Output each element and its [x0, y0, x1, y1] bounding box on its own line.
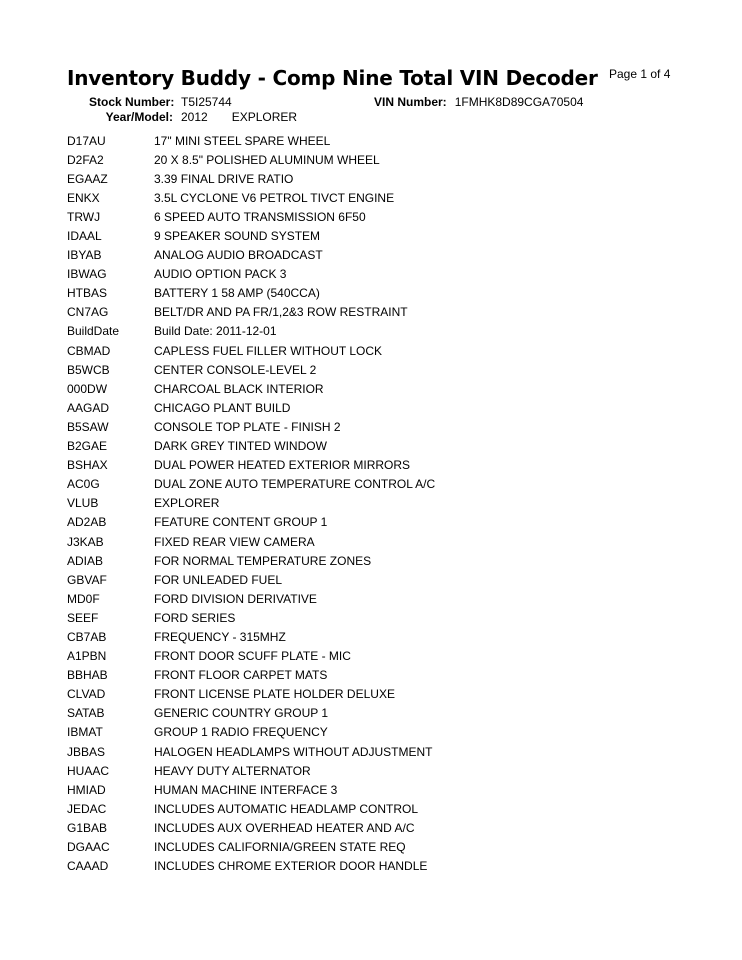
option-code: BBHAB [67, 668, 108, 683]
option-code: VLUB [67, 496, 99, 511]
option-code: 000DW [67, 381, 108, 396]
option-row [67, 169, 687, 188]
option-description: DUAL ZONE AUTO TEMPERATURE CONTROL A/C [154, 477, 436, 492]
stock-number-field [89, 95, 232, 109]
option-description: BELT/DR AND PA FR/1,2&3 ROW RESTRAINT [154, 305, 408, 320]
model-value: EXPLORER [231, 110, 298, 124]
option-description: INCLUDES CHROME EXTERIOR DOOR HANDLE [154, 859, 428, 874]
option-description: CONSOLE TOP PLATE - FINISH 2 [154, 419, 341, 434]
option-description: INCLUDES AUX OVERHEAD HEATER AND A/C [154, 820, 415, 835]
option-row [67, 627, 687, 646]
option-row [67, 532, 687, 551]
option-code: SEEF [67, 610, 99, 625]
option-code: D17AU [67, 133, 106, 148]
option-code: ADIAB [67, 553, 104, 568]
option-code: B2GAE [67, 439, 108, 454]
option-code: HTBAS [67, 286, 108, 301]
option-row [67, 131, 687, 150]
option-description: GENERIC COUNTRY GROUP 1 [154, 706, 329, 721]
option-row [67, 188, 687, 207]
option-description: HEAVY DUTY ALTERNATOR [154, 763, 311, 778]
option-code: ENKX [67, 190, 100, 205]
option-code: DGAAC [67, 840, 110, 855]
option-row [67, 818, 687, 837]
option-description: FEATURE CONTENT GROUP 1 [154, 515, 328, 530]
option-row [67, 780, 687, 799]
page-number: Page 1 of 4 [609, 67, 671, 81]
year-model-label: Year/Model: [105, 110, 173, 124]
option-description: Build Date: 2011-12-01 [154, 324, 277, 339]
option-code: GBVAF [67, 572, 107, 587]
option-description: HUMAN MACHINE INTERFACE 3 [154, 782, 338, 797]
option-code: IBYAB [67, 248, 102, 263]
option-description: ANALOG AUDIO BROADCAST [154, 248, 323, 263]
option-description: AUDIO OPTION PACK 3 [154, 267, 287, 282]
option-row [67, 360, 687, 379]
option-row [67, 437, 687, 456]
option-row [67, 704, 687, 723]
option-row [67, 207, 687, 226]
option-code: JBBAS [67, 744, 106, 759]
option-row [67, 341, 687, 360]
option-description: HALOGEN HEADLAMPS WITHOUT ADJUSTMENT [154, 744, 433, 759]
option-row [67, 284, 687, 303]
option-row [67, 551, 687, 570]
option-code: EGAAZ [67, 171, 108, 186]
option-description: FRONT DOOR SCUFF PLATE - MIC [154, 649, 351, 664]
option-row [67, 666, 687, 685]
option-row [67, 837, 687, 856]
option-code: B5SAW [67, 419, 109, 434]
option-row [67, 398, 687, 417]
option-row [67, 417, 687, 436]
option-row [67, 570, 687, 589]
option-description: EXPLORER [154, 496, 220, 511]
option-row [67, 379, 687, 398]
option-description: CENTER CONSOLE-LEVEL 2 [154, 362, 317, 377]
option-code: IBWAG [67, 267, 107, 282]
option-row [67, 303, 687, 322]
option-row [67, 742, 687, 761]
option-row [67, 456, 687, 475]
stock-number-label: Stock Number: [89, 95, 175, 109]
option-row [67, 513, 687, 532]
option-code-list [67, 131, 687, 876]
option-code: CB7AB [67, 629, 107, 644]
option-code: JEDAC [67, 801, 107, 816]
option-code: IBMAT [67, 725, 103, 740]
option-code: CLVAD [67, 687, 106, 702]
option-code: B5WCB [67, 362, 110, 377]
option-row [67, 475, 687, 494]
option-code: D2FA2 [67, 152, 104, 167]
option-description: CAPLESS FUEL FILLER WITHOUT LOCK [154, 343, 383, 358]
option-code: CBMAD [67, 343, 111, 358]
option-code: CN7AG [67, 305, 109, 320]
year-model-field [89, 110, 297, 124]
option-description: 20 X 8.5" POLISHED ALUMINUM WHEEL [154, 152, 380, 167]
option-row [67, 608, 687, 627]
option-code: AC0G [67, 477, 100, 492]
option-description: 9 SPEAKER SOUND SYSTEM [154, 229, 321, 244]
option-description: 17" MINI STEEL SPARE WHEEL [154, 133, 331, 148]
option-code: AD2AB [67, 515, 107, 530]
option-row [67, 246, 687, 265]
option-code: J3KAB [67, 534, 104, 549]
stock-number-value: T5I25744 [181, 95, 232, 109]
option-description: INCLUDES AUTOMATIC HEADLAMP CONTROL [154, 801, 419, 816]
option-row [67, 685, 687, 704]
option-row [67, 647, 687, 666]
option-description: GROUP 1 RADIO FREQUENCY [154, 725, 328, 740]
option-description: BATTERY 1 58 AMP (540CCA) [154, 286, 320, 301]
option-description: FIXED REAR VIEW CAMERA [154, 534, 315, 549]
option-code: HUAAC [67, 763, 110, 778]
option-row [67, 322, 687, 341]
option-row [67, 226, 687, 245]
option-description: 6 SPEED AUTO TRANSMISSION 6F50 [154, 209, 366, 224]
option-code: CAAAD [67, 859, 109, 874]
option-code: BSHAX [67, 458, 108, 473]
option-code: AAGAD [67, 400, 110, 415]
option-row [67, 761, 687, 780]
option-code: G1BAB [67, 820, 108, 835]
option-description: FRONT LICENSE PLATE HOLDER DELUXE [154, 687, 395, 702]
option-row [67, 723, 687, 742]
option-row [67, 265, 687, 284]
option-description: FOR NORMAL TEMPERATURE ZONES [154, 553, 372, 568]
option-description: FORD DIVISION DERIVATIVE [154, 591, 317, 606]
option-description: CHICAGO PLANT BUILD [154, 400, 291, 415]
option-row [67, 857, 687, 876]
option-code: BuildDate [67, 324, 120, 339]
option-description: CHARCOAL BLACK INTERIOR [154, 381, 324, 396]
option-row [67, 799, 687, 818]
option-row [67, 150, 687, 169]
option-row [67, 494, 687, 513]
option-description: 3.5L CYCLONE V6 PETROL TIVCT ENGINE [154, 190, 395, 205]
option-description: FRONT FLOOR CARPET MATS [154, 668, 328, 683]
vin-number-field [374, 95, 583, 109]
option-row [67, 589, 687, 608]
option-description: FREQUENCY - 315MHZ [154, 629, 286, 644]
option-code: MD0F [67, 591, 100, 606]
vin-number-label: VIN Number: [374, 95, 447, 109]
year-value: 2012 [181, 110, 208, 124]
option-description: 3.39 FINAL DRIVE RATIO [154, 171, 294, 186]
option-description: FOR UNLEADED FUEL [154, 572, 283, 587]
option-code: IDAAL [67, 229, 102, 244]
option-description: DARK GREY TINTED WINDOW [154, 439, 327, 454]
option-code: A1PBN [67, 649, 107, 664]
document-title: Inventory Buddy - Comp Nine Total VIN Decoder [67, 66, 598, 90]
option-description: INCLUDES CALIFORNIA/GREEN STATE REQ [154, 840, 406, 855]
option-code: SATAB [67, 706, 105, 721]
option-code: HMIAD [67, 782, 106, 797]
vin-number-value: 1FMHK8D89CGA70504 [454, 95, 584, 109]
option-code: TRWJ [67, 209, 101, 224]
option-description: FORD SERIES [154, 610, 236, 625]
option-description: DUAL POWER HEATED EXTERIOR MIRRORS [154, 458, 411, 473]
